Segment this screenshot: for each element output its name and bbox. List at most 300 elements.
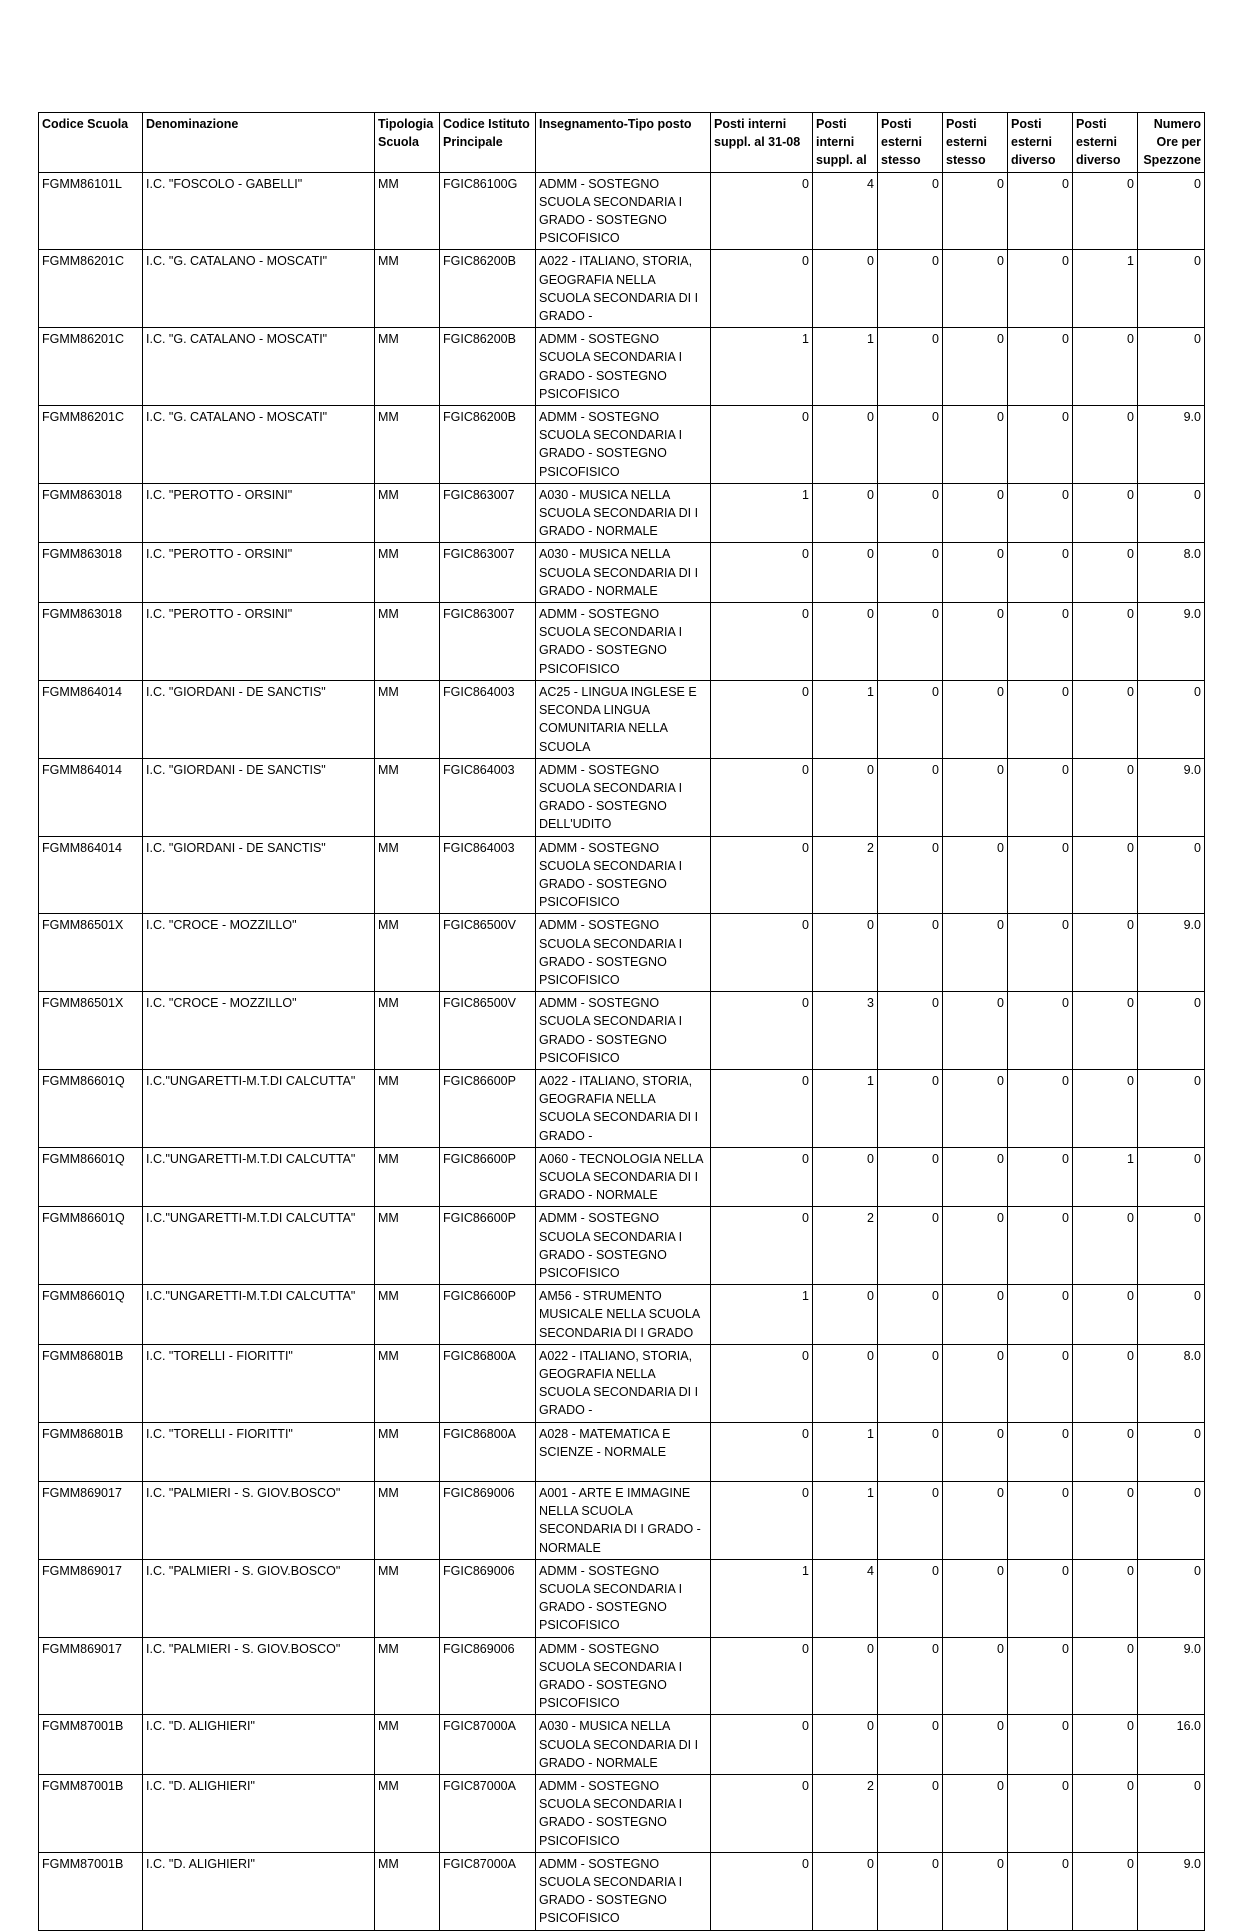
cell-esterni-diverso-2: 1 <box>1073 1147 1138 1207</box>
cell-tipologia: MM <box>375 1069 440 1147</box>
table-row <box>39 1637 1205 1715</box>
cell-numero-ore: 9.0 <box>1138 914 1205 992</box>
cell-posti-interni-3108: 1 <box>711 1285 813 1345</box>
cell-codice-scuola: FGMM86101L <box>39 172 143 250</box>
cell-esterni-stesso-2: 0 <box>943 543 1008 603</box>
table-row <box>39 1285 1205 1345</box>
cell-insegnamento: ADMM - SOSTEGNO SCUOLA SECONDARIA I GRADO - SOSTEGNO DELL'UDITO <box>536 758 711 836</box>
cell-numero-ore: 0 <box>1138 328 1205 406</box>
cell-esterni-diverso-2: 0 <box>1073 1344 1138 1422</box>
cell-codice-scuola: FGMM86601Q <box>39 1207 143 1285</box>
cell-esterni-stesso-1: 0 <box>878 1559 943 1637</box>
cell-codice-scuola: FGMM87001B <box>39 1715 143 1775</box>
cell-posti-interni-suppl: 0 <box>813 758 878 836</box>
cell-denominazione: I.C."UNGARETTI-M.T.DI CALCUTTA" <box>143 1285 375 1345</box>
table-row <box>39 543 1205 603</box>
cell-esterni-stesso-2: 0 <box>943 1285 1008 1345</box>
cell-tipologia: MM <box>375 1285 440 1345</box>
cell-posti-interni-suppl: 0 <box>813 914 878 992</box>
table-row <box>39 1774 1205 1852</box>
cell-esterni-diverso-1: 0 <box>1008 992 1073 1070</box>
cell-codice-istituto: FGIC864003 <box>440 680 536 758</box>
cell-esterni-diverso-1: 0 <box>1008 1715 1073 1775</box>
cell-esterni-stesso-2: 0 <box>943 406 1008 484</box>
cell-codice-scuola: FGMM86201C <box>39 250 143 328</box>
cell-codice-istituto: FGIC86600P <box>440 1147 536 1207</box>
table-row <box>39 1147 1205 1207</box>
cell-numero-ore: 0 <box>1138 483 1205 543</box>
table-row <box>39 603 1205 681</box>
cell-posti-interni-suppl: 0 <box>813 250 878 328</box>
cell-esterni-diverso-2: 0 <box>1073 1715 1138 1775</box>
cell-tipologia: MM <box>375 328 440 406</box>
table-row <box>39 328 1205 406</box>
cell-codice-istituto: FGIC87000A <box>440 1852 536 1930</box>
cell-posti-interni-suppl: 4 <box>813 172 878 250</box>
cell-esterni-diverso-2: 0 <box>1073 1774 1138 1852</box>
table-row <box>39 1481 1205 1559</box>
cell-codice-scuola: FGMM864014 <box>39 836 143 914</box>
cell-denominazione: I.C. "PEROTTO - ORSINI" <box>143 483 375 543</box>
cell-insegnamento: ADMM - SOSTEGNO SCUOLA SECONDARIA I GRADO - SOSTEGNO PSICOFISICO <box>536 1207 711 1285</box>
cell-esterni-diverso-1: 0 <box>1008 1481 1073 1559</box>
cell-esterni-stesso-1: 0 <box>878 680 943 758</box>
cell-codice-scuola: FGMM869017 <box>39 1559 143 1637</box>
cell-codice-scuola: FGMM864014 <box>39 680 143 758</box>
cell-esterni-diverso-1: 0 <box>1008 680 1073 758</box>
cell-numero-ore: 0 <box>1138 172 1205 250</box>
cell-posti-interni-suppl: 2 <box>813 836 878 914</box>
cell-posti-interni-suppl: 1 <box>813 1069 878 1147</box>
cell-esterni-stesso-2: 0 <box>943 680 1008 758</box>
table-row <box>39 836 1205 914</box>
cell-denominazione: I.C. "FOSCOLO - GABELLI" <box>143 172 375 250</box>
cell-esterni-stesso-1: 0 <box>878 836 943 914</box>
table-row <box>39 680 1205 758</box>
cell-esterni-diverso-2: 0 <box>1073 836 1138 914</box>
cell-esterni-diverso-1: 0 <box>1008 172 1073 250</box>
cell-insegnamento: ADMM - SOSTEGNO SCUOLA SECONDARIA I GRADO - SOSTEGNO PSICOFISICO <box>536 836 711 914</box>
cell-insegnamento: ADMM - SOSTEGNO SCUOLA SECONDARIA I GRADO - SOSTEGNO PSICOFISICO <box>536 328 711 406</box>
cell-esterni-stesso-1: 0 <box>878 328 943 406</box>
cell-esterni-stesso-2: 0 <box>943 836 1008 914</box>
cell-posti-interni-3108: 0 <box>711 992 813 1070</box>
cell-posti-interni-3108: 0 <box>711 1069 813 1147</box>
cell-codice-scuola: FGMM863018 <box>39 603 143 681</box>
cell-esterni-diverso-1: 0 <box>1008 1422 1073 1481</box>
cell-denominazione: I.C."UNGARETTI-M.T.DI CALCUTTA" <box>143 1207 375 1285</box>
cell-insegnamento: ADMM - SOSTEGNO SCUOLA SECONDARIA I GRADO - SOSTEGNO PSICOFISICO <box>536 992 711 1070</box>
cell-esterni-stesso-1: 0 <box>878 1637 943 1715</box>
cell-codice-istituto: FGIC863007 <box>440 603 536 681</box>
cell-posti-interni-3108: 0 <box>711 680 813 758</box>
cell-esterni-diverso-1: 0 <box>1008 483 1073 543</box>
cell-codice-istituto: FGIC87000A <box>440 1715 536 1775</box>
cell-numero-ore: 0 <box>1138 992 1205 1070</box>
cell-posti-interni-suppl: 0 <box>813 1344 878 1422</box>
cell-esterni-diverso-2: 0 <box>1073 1481 1138 1559</box>
cell-esterni-stesso-2: 0 <box>943 172 1008 250</box>
cell-tipologia: MM <box>375 1147 440 1207</box>
cell-esterni-stesso-1: 0 <box>878 406 943 484</box>
cell-codice-scuola: FGMM86501X <box>39 992 143 1070</box>
cell-esterni-stesso-1: 0 <box>878 914 943 992</box>
cell-esterni-diverso-2: 0 <box>1073 914 1138 992</box>
cell-esterni-diverso-1: 0 <box>1008 1774 1073 1852</box>
cell-codice-istituto: FGIC86200B <box>440 406 536 484</box>
cell-posti-interni-suppl: 2 <box>813 1207 878 1285</box>
table-header-row <box>39 113 1205 173</box>
cell-esterni-stesso-1: 0 <box>878 1481 943 1559</box>
table-row <box>39 914 1205 992</box>
cell-esterni-diverso-2: 0 <box>1073 483 1138 543</box>
cell-posti-interni-suppl: 0 <box>813 543 878 603</box>
cell-numero-ore: 9.0 <box>1138 603 1205 681</box>
cell-insegnamento: A030 - MUSICA NELLA SCUOLA SECONDARIA DI I GRADO - NORMALE <box>536 1715 711 1775</box>
cell-denominazione: I.C. "G. CATALANO - MOSCATI" <box>143 406 375 484</box>
cell-codice-istituto: FGIC869006 <box>440 1481 536 1559</box>
cell-esterni-diverso-1: 0 <box>1008 406 1073 484</box>
table-row <box>39 1852 1205 1930</box>
cell-numero-ore: 8.0 <box>1138 1344 1205 1422</box>
cell-esterni-stesso-2: 0 <box>943 603 1008 681</box>
cell-posti-interni-3108: 0 <box>711 1147 813 1207</box>
cell-codice-istituto: FGIC863007 <box>440 543 536 603</box>
cell-tipologia: MM <box>375 1774 440 1852</box>
header-denominazione: Denominazione <box>143 113 375 173</box>
cell-numero-ore: 0 <box>1138 1559 1205 1637</box>
cell-esterni-diverso-2: 0 <box>1073 1559 1138 1637</box>
cell-numero-ore: 0 <box>1138 1069 1205 1147</box>
cell-tipologia: MM <box>375 1481 440 1559</box>
table-row <box>39 483 1205 543</box>
cell-codice-istituto: FGIC869006 <box>440 1559 536 1637</box>
cell-codice-scuola: FGMM869017 <box>39 1637 143 1715</box>
cell-tipologia: MM <box>375 992 440 1070</box>
header-numero-ore: Numero Ore per Spezzone <box>1138 113 1205 173</box>
cell-esterni-diverso-1: 0 <box>1008 1069 1073 1147</box>
cell-codice-istituto: FGIC86800A <box>440 1344 536 1422</box>
cell-codice-istituto: FGIC864003 <box>440 836 536 914</box>
cell-tipologia: MM <box>375 680 440 758</box>
cell-insegnamento: AM56 - STRUMENTO MUSICALE NELLA SCUOLA SECONDARIA DI I GRADO <box>536 1285 711 1345</box>
cell-esterni-stesso-1: 0 <box>878 1344 943 1422</box>
cell-insegnamento: ADMM - SOSTEGNO SCUOLA SECONDARIA I GRADO - SOSTEGNO PSICOFISICO <box>536 1774 711 1852</box>
cell-tipologia: MM <box>375 406 440 484</box>
cell-posti-interni-suppl: 1 <box>813 1481 878 1559</box>
header-posti-interni-3108: Posti interni suppl. al 31-08 <box>711 113 813 173</box>
cell-posti-interni-suppl: 0 <box>813 1285 878 1345</box>
cell-esterni-stesso-1: 0 <box>878 1852 943 1930</box>
cell-tipologia: MM <box>375 1344 440 1422</box>
cell-tipologia: MM <box>375 1422 440 1481</box>
cell-codice-scuola: FGMM86601Q <box>39 1069 143 1147</box>
cell-posti-interni-3108: 0 <box>711 603 813 681</box>
cell-codice-istituto: FGIC86500V <box>440 914 536 992</box>
cell-denominazione: I.C. "TORELLI - FIORITTI" <box>143 1422 375 1481</box>
cell-esterni-diverso-2: 0 <box>1073 1852 1138 1930</box>
cell-posti-interni-suppl: 0 <box>813 1147 878 1207</box>
cell-esterni-stesso-2: 0 <box>943 1852 1008 1930</box>
cell-esterni-stesso-2: 0 <box>943 1344 1008 1422</box>
cell-esterni-diverso-2: 0 <box>1073 1069 1138 1147</box>
table-row <box>39 1422 1205 1481</box>
cell-codice-scuola: FGMM86801B <box>39 1344 143 1422</box>
cell-insegnamento: ADMM - SOSTEGNO SCUOLA SECONDARIA I GRADO - SOSTEGNO PSICOFISICO <box>536 1637 711 1715</box>
cell-numero-ore: 0 <box>1138 1147 1205 1207</box>
header-posti-esterni-stesso-1: Posti esterni stesso <box>878 113 943 173</box>
cell-tipologia: MM <box>375 603 440 681</box>
cell-posti-interni-3108: 0 <box>711 836 813 914</box>
cell-insegnamento: ADMM - SOSTEGNO SCUOLA SECONDARIA I GRADO - SOSTEGNO PSICOFISICO <box>536 603 711 681</box>
cell-esterni-stesso-1: 0 <box>878 992 943 1070</box>
cell-esterni-stesso-1: 0 <box>878 603 943 681</box>
cell-insegnamento: A030 - MUSICA NELLA SCUOLA SECONDARIA DI I GRADO - NORMALE <box>536 483 711 543</box>
cell-esterni-stesso-1: 0 <box>878 172 943 250</box>
cell-codice-scuola: FGMM869017 <box>39 1481 143 1559</box>
cell-denominazione: I.C. "GIORDANI - DE SANCTIS" <box>143 758 375 836</box>
cell-tipologia: MM <box>375 483 440 543</box>
cell-codice-scuola: FGMM864014 <box>39 758 143 836</box>
cell-codice-istituto: FGIC86600P <box>440 1069 536 1147</box>
cell-posti-interni-3108: 0 <box>711 1774 813 1852</box>
cell-insegnamento: A030 - MUSICA NELLA SCUOLA SECONDARIA DI I GRADO - NORMALE <box>536 543 711 603</box>
cell-esterni-stesso-1: 0 <box>878 250 943 328</box>
cell-esterni-diverso-1: 0 <box>1008 758 1073 836</box>
cell-insegnamento: A001 - ARTE E IMMAGINE NELLA SCUOLA SECONDARIA DI I GRADO - NORMALE <box>536 1481 711 1559</box>
cell-posti-interni-suppl: 3 <box>813 992 878 1070</box>
cell-esterni-diverso-1: 0 <box>1008 1147 1073 1207</box>
cell-numero-ore: 0 <box>1138 836 1205 914</box>
cell-esterni-stesso-1: 0 <box>878 1147 943 1207</box>
cell-esterni-diverso-2: 0 <box>1073 1207 1138 1285</box>
cell-denominazione: I.C."UNGARETTI-M.T.DI CALCUTTA" <box>143 1069 375 1147</box>
cell-codice-istituto: FGIC86500V <box>440 992 536 1070</box>
table-row <box>39 758 1205 836</box>
cell-esterni-stesso-2: 0 <box>943 1559 1008 1637</box>
cell-posti-interni-3108: 1 <box>711 1559 813 1637</box>
cell-posti-interni-3108: 0 <box>711 1852 813 1930</box>
cell-codice-istituto: FGIC87000A <box>440 1774 536 1852</box>
cell-posti-interni-3108: 0 <box>711 406 813 484</box>
cell-esterni-stesso-2: 0 <box>943 1637 1008 1715</box>
cell-posti-interni-suppl: 0 <box>813 406 878 484</box>
cell-posti-interni-3108: 0 <box>711 1637 813 1715</box>
cell-posti-interni-suppl: 0 <box>813 483 878 543</box>
cell-numero-ore: 9.0 <box>1138 758 1205 836</box>
cell-posti-interni-3108: 0 <box>711 758 813 836</box>
cell-esterni-stesso-2: 0 <box>943 1069 1008 1147</box>
cell-posti-interni-suppl: 0 <box>813 603 878 681</box>
cell-esterni-stesso-2: 0 <box>943 992 1008 1070</box>
cell-posti-interni-3108: 0 <box>711 914 813 992</box>
cell-codice-istituto: FGIC86200B <box>440 250 536 328</box>
cell-tipologia: MM <box>375 1207 440 1285</box>
cell-tipologia: MM <box>375 543 440 603</box>
cell-codice-scuola: FGMM86201C <box>39 406 143 484</box>
cell-esterni-diverso-2: 0 <box>1073 758 1138 836</box>
cell-esterni-diverso-1: 0 <box>1008 1285 1073 1345</box>
cell-numero-ore: 0 <box>1138 1207 1205 1285</box>
cell-posti-interni-suppl: 2 <box>813 1774 878 1852</box>
cell-esterni-diverso-2: 0 <box>1073 603 1138 681</box>
cell-denominazione: I.C. "G. CATALANO - MOSCATI" <box>143 250 375 328</box>
cell-tipologia: MM <box>375 250 440 328</box>
cell-codice-scuola: FGMM86601Q <box>39 1147 143 1207</box>
cell-posti-interni-suppl: 1 <box>813 328 878 406</box>
cell-posti-interni-3108: 0 <box>711 1715 813 1775</box>
cell-insegnamento: ADMM - SOSTEGNO SCUOLA SECONDARIA I GRADO - SOSTEGNO PSICOFISICO <box>536 406 711 484</box>
cell-denominazione: I.C. "G. CATALANO - MOSCATI" <box>143 328 375 406</box>
cell-esterni-stesso-1: 0 <box>878 1715 943 1775</box>
table-row <box>39 1715 1205 1775</box>
cell-esterni-diverso-1: 0 <box>1008 543 1073 603</box>
cell-esterni-diverso-2: 0 <box>1073 680 1138 758</box>
cell-esterni-diverso-2: 0 <box>1073 172 1138 250</box>
table-row <box>39 250 1205 328</box>
cell-esterni-diverso-1: 0 <box>1008 914 1073 992</box>
cell-esterni-diverso-2: 0 <box>1073 406 1138 484</box>
cell-esterni-stesso-2: 0 <box>943 250 1008 328</box>
cell-posti-interni-3108: 0 <box>711 1344 813 1422</box>
cell-codice-istituto: FGIC864003 <box>440 758 536 836</box>
cell-denominazione: I.C. "GIORDANI - DE SANCTIS" <box>143 680 375 758</box>
cell-denominazione: I.C. "TORELLI - FIORITTI" <box>143 1344 375 1422</box>
cell-denominazione: I.C. "D. ALIGHIERI" <box>143 1852 375 1930</box>
cell-esterni-stesso-1: 0 <box>878 1285 943 1345</box>
cell-numero-ore: 0 <box>1138 1774 1205 1852</box>
cell-codice-istituto: FGIC869006 <box>440 1637 536 1715</box>
cell-esterni-stesso-2: 0 <box>943 1207 1008 1285</box>
cell-esterni-stesso-2: 0 <box>943 483 1008 543</box>
cell-esterni-diverso-2: 0 <box>1073 543 1138 603</box>
cell-numero-ore: 0 <box>1138 1422 1205 1481</box>
cell-esterni-diverso-2: 0 <box>1073 1637 1138 1715</box>
cell-esterni-diverso-2: 0 <box>1073 1422 1138 1481</box>
cell-codice-scuola: FGMM86801B <box>39 1422 143 1481</box>
cell-esterni-stesso-1: 0 <box>878 543 943 603</box>
cell-esterni-stesso-2: 0 <box>943 1147 1008 1207</box>
cell-codice-istituto: FGIC86100G <box>440 172 536 250</box>
cell-denominazione: I.C. "CROCE - MOZZILLO" <box>143 992 375 1070</box>
cell-esterni-diverso-1: 0 <box>1008 1344 1073 1422</box>
cell-esterni-stesso-1: 0 <box>878 1069 943 1147</box>
cell-codice-istituto: FGIC863007 <box>440 483 536 543</box>
cell-insegnamento: AC25 - LINGUA INGLESE E SECONDA LINGUA COMUNITARIA NELLA SCUOLA <box>536 680 711 758</box>
cell-esterni-diverso-1: 0 <box>1008 1559 1073 1637</box>
cell-insegnamento: A060 - TECNOLOGIA NELLA SCUOLA SECONDARIA DI I GRADO - NORMALE <box>536 1147 711 1207</box>
cell-codice-scuola: FGMM86201C <box>39 328 143 406</box>
cell-tipologia: MM <box>375 758 440 836</box>
cell-insegnamento: A022 - ITALIANO, STORIA, GEOGRAFIA NELLA SCUOLA SECONDARIA DI I GRADO - <box>536 1069 711 1147</box>
cell-denominazione: I.C. "PALMIERI - S. GIOV.BOSCO" <box>143 1637 375 1715</box>
cell-esterni-stesso-1: 0 <box>878 1422 943 1481</box>
cell-esterni-diverso-2: 0 <box>1073 1285 1138 1345</box>
cell-posti-interni-3108: 0 <box>711 250 813 328</box>
cell-codice-scuola: FGMM863018 <box>39 483 143 543</box>
cell-denominazione: I.C. "PALMIERI - S. GIOV.BOSCO" <box>143 1559 375 1637</box>
cell-denominazione: I.C."UNGARETTI-M.T.DI CALCUTTA" <box>143 1147 375 1207</box>
cell-posti-interni-suppl: 4 <box>813 1559 878 1637</box>
cell-numero-ore: 0 <box>1138 1481 1205 1559</box>
cell-esterni-stesso-2: 0 <box>943 1481 1008 1559</box>
cell-posti-interni-suppl: 0 <box>813 1852 878 1930</box>
cell-tipologia: MM <box>375 836 440 914</box>
header-codice-scuola: Codice Scuola <box>39 113 143 173</box>
header-posti-interni-suppl: Posti interni suppl. al <box>813 113 878 173</box>
header-tipologia-scuola: Tipologia Scuola <box>375 113 440 173</box>
table-row <box>39 1069 1205 1147</box>
cell-esterni-stesso-2: 0 <box>943 1422 1008 1481</box>
cell-posti-interni-3108: 1 <box>711 483 813 543</box>
cell-numero-ore: 0 <box>1138 680 1205 758</box>
cell-esterni-stesso-2: 0 <box>943 1774 1008 1852</box>
cell-esterni-stesso-2: 0 <box>943 914 1008 992</box>
cell-posti-interni-3108: 1 <box>711 328 813 406</box>
cell-codice-istituto: FGIC86800A <box>440 1422 536 1481</box>
cell-esterni-stesso-1: 0 <box>878 758 943 836</box>
cell-posti-interni-3108: 0 <box>711 1481 813 1559</box>
cell-esterni-diverso-2: 0 <box>1073 992 1138 1070</box>
cell-numero-ore: 0 <box>1138 250 1205 328</box>
cell-numero-ore: 8.0 <box>1138 543 1205 603</box>
cell-tipologia: MM <box>375 172 440 250</box>
header-codice-istituto: Codice Istituto Principale <box>440 113 536 173</box>
cell-tipologia: MM <box>375 1637 440 1715</box>
cell-insegnamento: ADMM - SOSTEGNO SCUOLA SECONDARIA I GRADO - SOSTEGNO PSICOFISICO <box>536 172 711 250</box>
table-row <box>39 172 1205 250</box>
cell-codice-scuola: FGMM86501X <box>39 914 143 992</box>
cell-esterni-diverso-1: 0 <box>1008 250 1073 328</box>
cell-esterni-diverso-2: 1 <box>1073 250 1138 328</box>
cell-codice-scuola: FGMM87001B <box>39 1774 143 1852</box>
cell-esterni-stesso-2: 0 <box>943 758 1008 836</box>
table-row <box>39 1207 1205 1285</box>
cell-posti-interni-suppl: 0 <box>813 1637 878 1715</box>
cell-posti-interni-3108: 0 <box>711 172 813 250</box>
cell-esterni-diverso-1: 0 <box>1008 603 1073 681</box>
header-posti-esterni-stesso-2: Posti esterni stesso <box>943 113 1008 173</box>
cell-codice-istituto: FGIC86600P <box>440 1207 536 1285</box>
table-row <box>39 406 1205 484</box>
cell-codice-scuola: FGMM87001B <box>39 1852 143 1930</box>
cell-codice-scuola: FGMM86601Q <box>39 1285 143 1345</box>
cell-esterni-diverso-1: 0 <box>1008 836 1073 914</box>
cell-tipologia: MM <box>375 1715 440 1775</box>
cell-numero-ore: 16.0 <box>1138 1715 1205 1775</box>
cell-codice-istituto: FGIC86200B <box>440 328 536 406</box>
cell-esterni-stesso-2: 0 <box>943 1715 1008 1775</box>
cell-posti-interni-3108: 0 <box>711 1207 813 1285</box>
cell-posti-interni-suppl: 0 <box>813 1715 878 1775</box>
cell-numero-ore: 0 <box>1138 1285 1205 1345</box>
cell-posti-interni-3108: 0 <box>711 1422 813 1481</box>
cell-insegnamento: A022 - ITALIANO, STORIA, GEOGRAFIA NELLA SCUOLA SECONDARIA DI I GRADO - <box>536 250 711 328</box>
cell-esterni-diverso-1: 0 <box>1008 1637 1073 1715</box>
cell-esterni-diverso-1: 0 <box>1008 328 1073 406</box>
cell-insegnamento: A022 - ITALIANO, STORIA, GEOGRAFIA NELLA SCUOLA SECONDARIA DI I GRADO - <box>536 1344 711 1422</box>
cell-denominazione: I.C. "PALMIERI - S. GIOV.BOSCO" <box>143 1481 375 1559</box>
cell-esterni-diverso-1: 0 <box>1008 1852 1073 1930</box>
cell-tipologia: MM <box>375 1559 440 1637</box>
cell-esterni-stesso-1: 0 <box>878 1774 943 1852</box>
cell-codice-istituto: FGIC86600P <box>440 1285 536 1345</box>
header-insegnamento: Insegnamento-Tipo posto <box>536 113 711 173</box>
table-row <box>39 1559 1205 1637</box>
cell-esterni-stesso-1: 0 <box>878 483 943 543</box>
cell-insegnamento: ADMM - SOSTEGNO SCUOLA SECONDARIA I GRADO - SOSTEGNO PSICOFISICO <box>536 1852 711 1930</box>
cell-numero-ore: 9.0 <box>1138 1637 1205 1715</box>
